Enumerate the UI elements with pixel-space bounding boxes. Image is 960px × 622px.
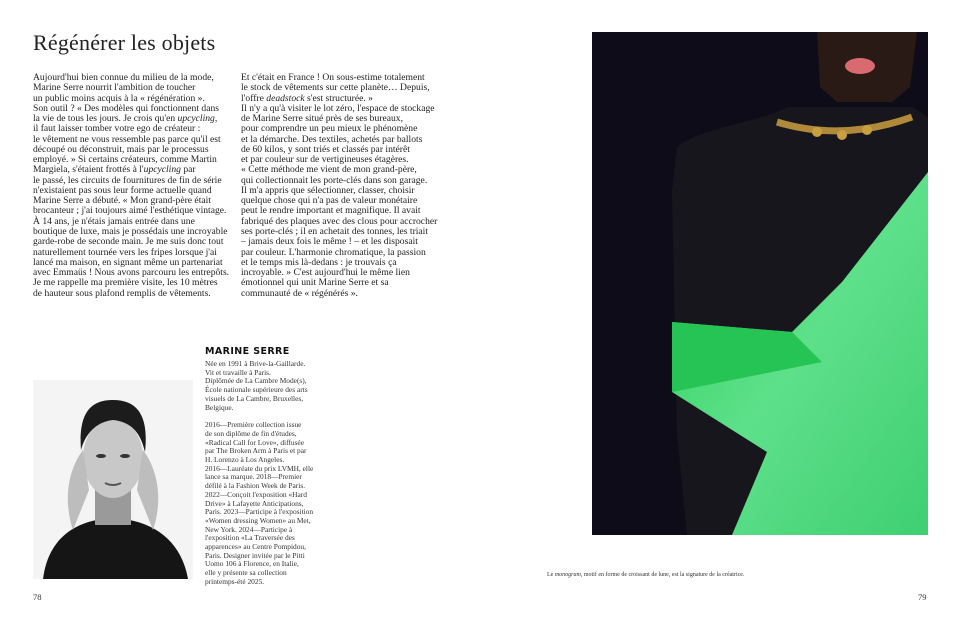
designer-bio xyxy=(205,346,313,587)
text-segment: New York. 2024—Participe à xyxy=(205,524,293,534)
text-segment: de son diplôme de fin d'études, xyxy=(205,428,297,438)
text-segment: – jamais deux fois le même ! – et les disposait xyxy=(241,236,418,248)
text-segment: Paris. 2023—Participe à l'exposition xyxy=(205,507,314,517)
page-number-left: 78 xyxy=(33,592,42,602)
text-segment: la vie de tous les jours. Je crois qu'en xyxy=(33,113,178,125)
text-segment: le stock de vêtements sur cette planète… Depuis, xyxy=(241,82,430,94)
text-segment: il faut laisser tomber votre ego de créateur : xyxy=(33,123,201,135)
text-segment: le vêtement ne vous ressemble pas parce qu'il est xyxy=(33,133,221,145)
text-line xyxy=(33,289,229,299)
text-segment: À 14 ans, je n'étais jamais entrée dans une xyxy=(33,215,195,227)
text-line xyxy=(205,578,313,587)
text-segment: de hauteur sous plafond remplis de vêtements. xyxy=(33,287,211,299)
text-segment: s'est structurée. » xyxy=(304,92,373,104)
text-segment: Née en 1991 à Brive-la-Gaillarde. xyxy=(205,359,306,368)
text-segment: 2022—Conçoit l'exposition «Hard xyxy=(205,489,307,499)
page-number-right: 79 xyxy=(918,592,927,602)
text-segment: «Women dressing Women» au Met, xyxy=(205,515,311,525)
text-segment: printemps-été 2025. xyxy=(205,576,265,586)
text-segment: elle y présente sa collection xyxy=(205,568,287,578)
text-segment: Son outil ? « Des modèles qui fonctionnent dans xyxy=(33,102,219,114)
text-segment: avec Emmaüs ! Nous avons parcouru les entrepôts. xyxy=(33,267,230,279)
text-segment: , xyxy=(214,113,218,125)
text-segment: Uomo 106 à Florence, en Italie, xyxy=(205,559,299,569)
text-segment: visuels de La Cambre, Bruxelles, xyxy=(205,393,304,403)
text-segment: et le temps mis là-dedans : je trouvais ça xyxy=(241,256,397,268)
italic-term: upcycling xyxy=(177,113,215,125)
text-segment: et la démarche. Des textiles, achetés par ballots xyxy=(241,133,423,145)
text-segment: 2016—Première collection issue xyxy=(205,420,302,430)
text-segment: l'offre xyxy=(241,92,267,104)
text-segment: incroyable. » C'est aujourd'hui le même lien xyxy=(241,267,410,279)
article-column-1 xyxy=(33,73,229,299)
text-segment: lance sa marque. 2018—Premier xyxy=(205,472,302,482)
text-segment: Il m'a appris que sélectionner, classer, choisir xyxy=(241,184,415,196)
article-column-2 xyxy=(241,73,437,299)
text-segment: fabriqué des plaques avec des clous pour accrocher xyxy=(241,215,438,227)
text-segment: Le xyxy=(547,572,555,578)
text-segment: un public moins acquis à la « régénération ». xyxy=(33,92,205,104)
text-segment: de 60 kilos, y sont triés et classés par intérêt xyxy=(241,143,410,155)
text-segment: Margiela, s'étaient frottés à l' xyxy=(33,164,144,176)
text-segment: Marine Serre a débuté. « Mon grand-père était xyxy=(33,195,211,207)
text-segment: Vit et travaille à Paris. xyxy=(205,367,271,377)
text-segment: défilé à la Fashion Week de Paris. xyxy=(205,481,306,491)
text-segment: 2016—Lauréate du prix LVMH, elle xyxy=(205,463,314,473)
text-segment: Marine Serre nourrit l'ambition de toucher xyxy=(33,82,196,94)
text-segment: , motif en forme de croissant de lune, est la signature de la créatrice. xyxy=(580,572,745,578)
text-segment: par couleur. L'harmonie chromatique, la passion xyxy=(241,246,426,258)
text-segment: l'exposition «La Traversée des xyxy=(205,533,295,543)
text-segment: peut le rendre important et magnifique. Il avait xyxy=(241,205,421,217)
text-segment: Je me rappelle ma première visite, les 10 mètres xyxy=(33,277,218,289)
text-segment: Belgique. xyxy=(205,402,234,412)
text-segment: de Marine Serre situé près de ses bureaux, xyxy=(241,113,403,125)
text-segment: et par couleur sur de vertigineuses étagères. xyxy=(241,154,409,166)
italic-term: upcycling xyxy=(143,164,181,176)
text-segment: Diplômée de La Cambre Mode(s), xyxy=(205,376,307,386)
text-segment: naturellement tournée vers les fripes lorsque j'ai xyxy=(33,246,217,258)
text-segment: employé. » Si certains créateurs, comme Martin xyxy=(33,154,217,166)
text-segment: Et c'était en France ! On sous-estime totalement xyxy=(241,72,425,83)
text-segment: découpé ou déconstruit, mais par le processus xyxy=(33,143,209,155)
bio-heading: MARINE SERRE xyxy=(205,346,290,357)
italic-term: monogram xyxy=(554,572,581,578)
text-segment: «Radical Call for Love», diffusée xyxy=(205,437,304,447)
text-segment: émotionnel qui unit Marine Serre et sa xyxy=(241,277,389,289)
bio-intro xyxy=(205,360,313,412)
italic-term: deadstock xyxy=(266,92,305,104)
text-segment: Aujourd'hui bien connue du milieu de la mode, xyxy=(33,72,214,83)
text-segment: Drive» à Lafayette Anticipations, xyxy=(205,498,304,508)
page-title: Régénérer les objets xyxy=(33,30,216,55)
text-segment: « Cette méthode me vient de mon grand-père, xyxy=(241,164,417,176)
text-segment: par The Broken Arm à Paris et par xyxy=(205,446,307,456)
text-segment: pour comprendre un peu mieux le phénomène xyxy=(241,123,418,135)
text-segment: par xyxy=(180,164,196,176)
text-segment: apparences» au Centre Pompidou, xyxy=(205,542,306,552)
text-segment: École nationale supérieure des arts xyxy=(205,385,308,395)
text-line xyxy=(205,404,313,413)
bio-timeline xyxy=(205,421,313,586)
text-segment: H. Lorenzo à Los Angeles. xyxy=(205,455,285,465)
text-segment: quelque chose qui n'a pas de valeur monétaire xyxy=(241,195,418,207)
text-segment: communauté de « régénérés ». xyxy=(241,287,358,299)
text-segment: qui collectionnait les porte-clés dans son garage. xyxy=(241,174,428,186)
text-segment: lancé ma maison, en signant même un partenariat xyxy=(33,256,223,268)
text-line xyxy=(241,289,437,299)
text-segment: brocanteur ; j'ai toujours aimé l'esthétique vintage. xyxy=(33,205,227,217)
text-segment: le passé, les circuits de fournitures de fin de série xyxy=(33,174,222,186)
text-segment: ses porte-clés ; il en achetait des tonnes, les triait xyxy=(241,225,429,237)
text-segment: garde-robe de seconde main. Je me suis donc tout xyxy=(33,236,224,248)
photo-caption xyxy=(547,572,744,578)
text-segment: n'existaient pas sous leur forme actuelle quand xyxy=(33,184,212,196)
runway-photo xyxy=(592,32,928,535)
portrait-photo xyxy=(33,380,193,579)
text-segment: Paris. Designer invitée par le Pitti xyxy=(205,550,305,560)
text-segment: Il n'y a qu'à visiter le lot zéro, l'espace de stockage xyxy=(241,102,435,114)
text-segment: boutique de luxe, mais je possédais une incroyable xyxy=(33,225,228,237)
